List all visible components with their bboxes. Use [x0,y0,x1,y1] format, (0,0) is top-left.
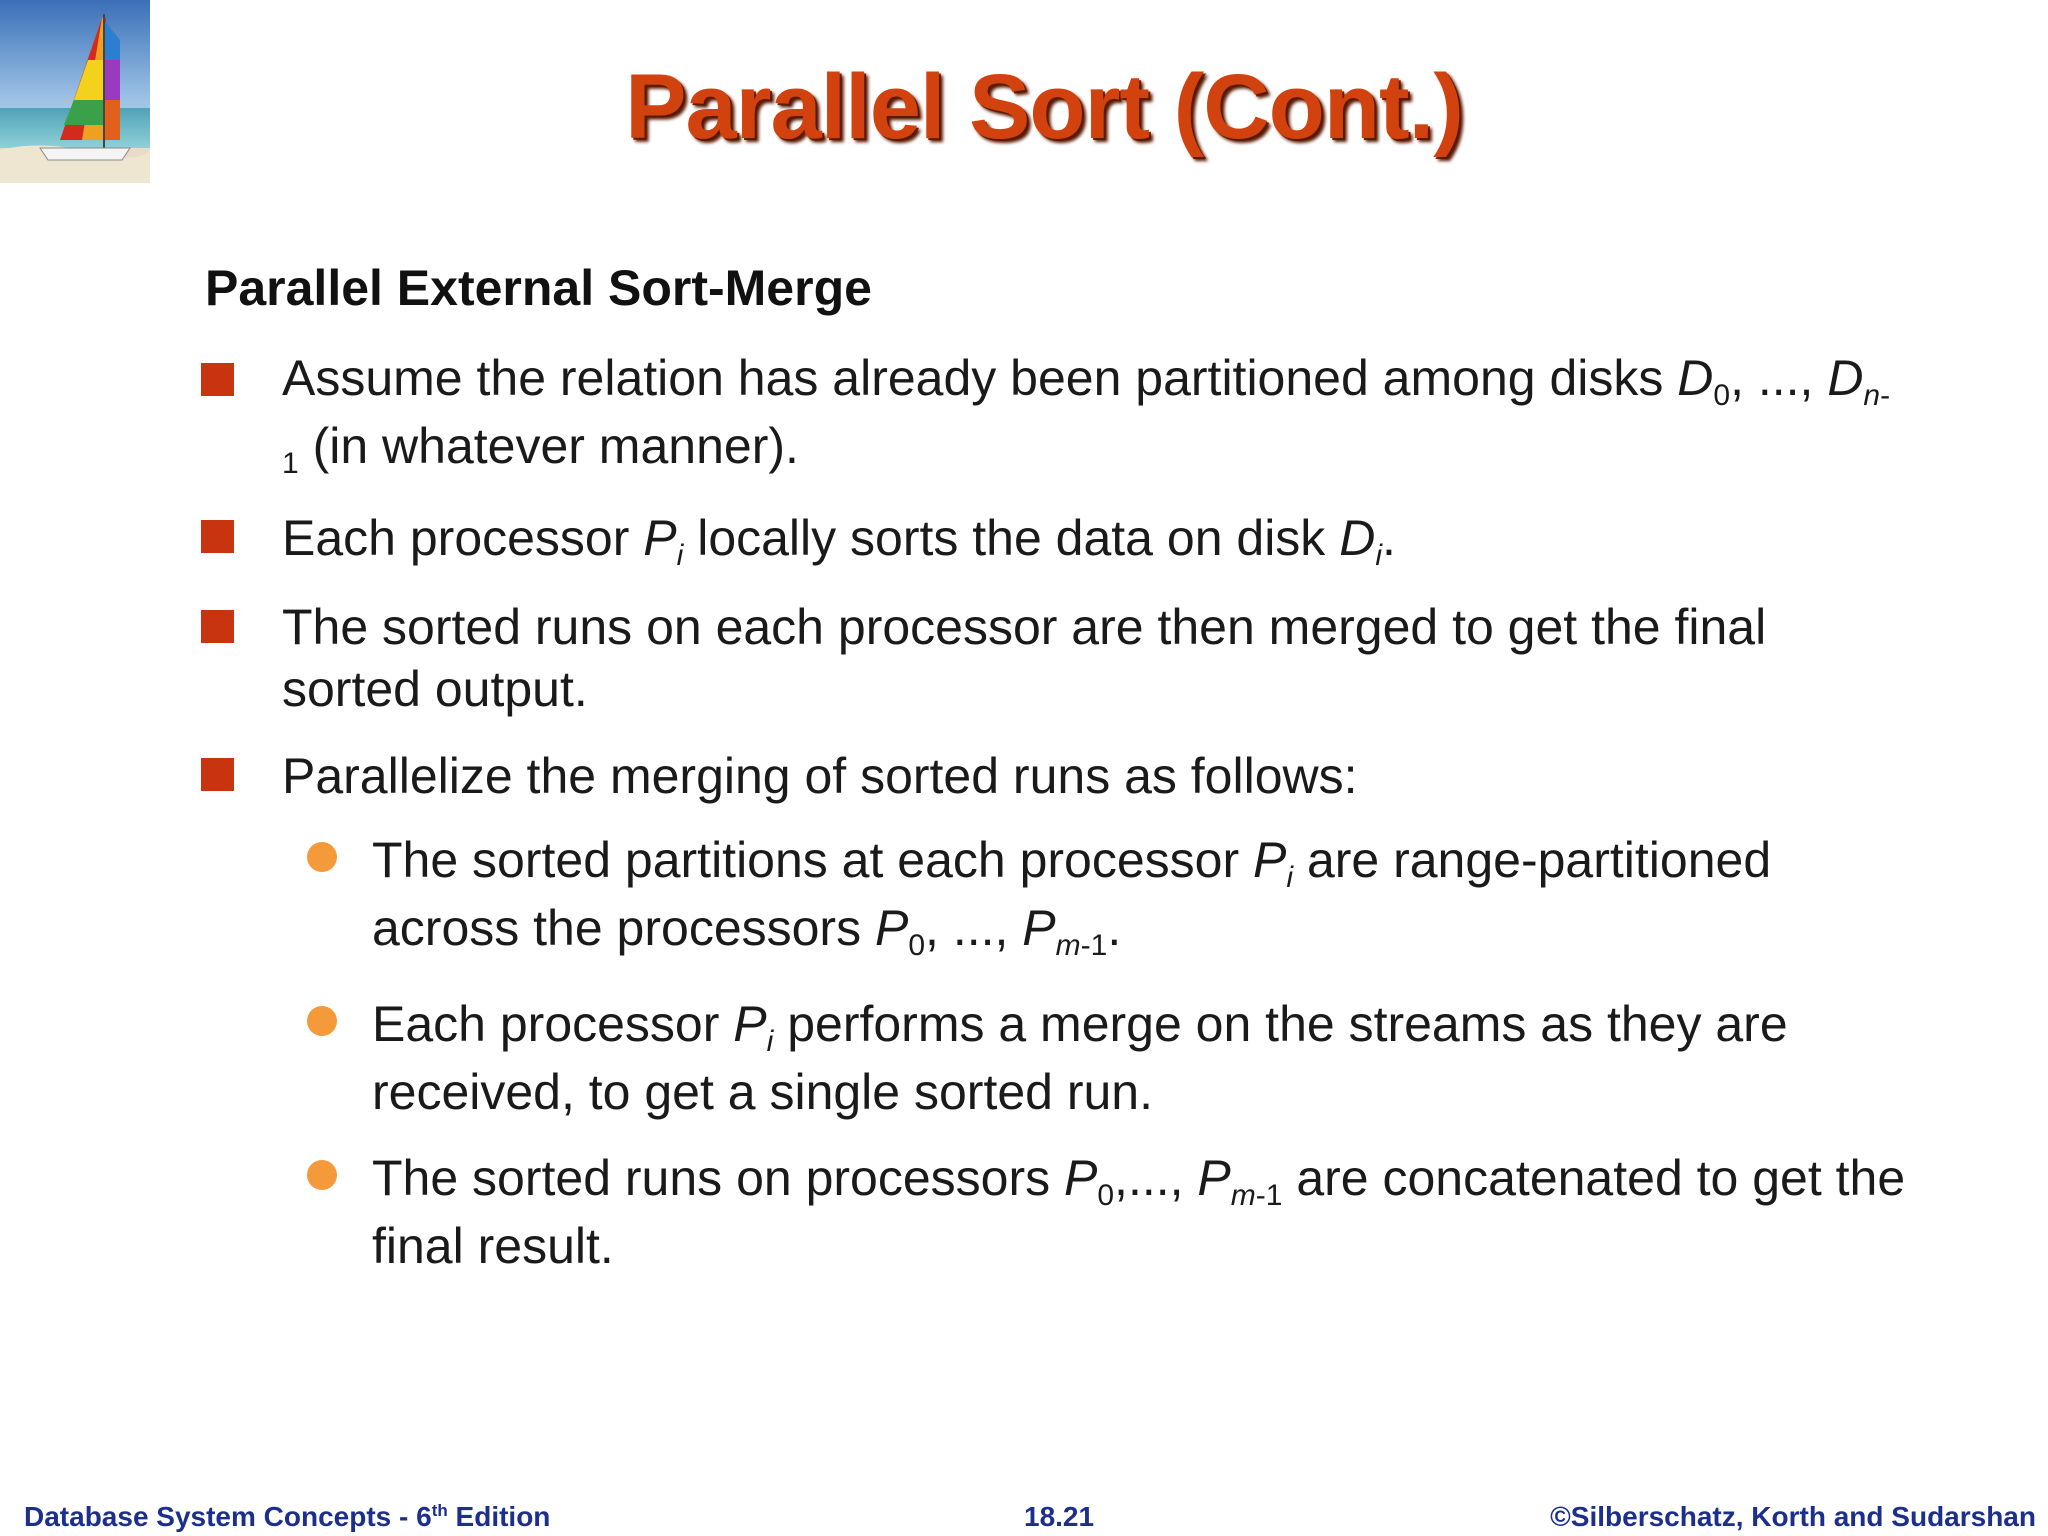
round-bullet-icon [307,1160,337,1190]
sub-bullet-item [372,990,1912,1126]
subscript: 0 [1097,1179,1115,1212]
footer-slide-number: 18.21 [1024,1501,1095,1532]
text-segment: , ..., [1730,350,1828,406]
square-bullet-icon [201,520,234,553]
square-bullet-icon [201,610,234,643]
square-bullet-icon [201,758,234,791]
text-segment: (in whatever manner). [298,418,799,474]
text-segment: Parallelize the merging of sorted runs as follows: [282,748,1358,804]
footer-book-title [24,1500,550,1534]
footer-edition-superscript: th [431,1501,448,1520]
italic-subscript: m [1055,929,1081,962]
text-segment: performs a merge on the streams as they are received, to get a single sorted run. [372,996,1788,1120]
text-segment: are range-partitioned across the processors [372,832,1772,956]
bullet-item [282,596,1902,720]
italic-subscript: m [1230,1179,1256,1212]
text-segment: . [1107,900,1122,956]
italic-variable: P [733,996,767,1052]
bullet-item [282,344,1902,480]
footer-book-title-suffix: Edition [447,1501,551,1532]
italic-variable: P [1064,1150,1098,1206]
italic-subscript: i [1286,861,1294,894]
subscript: -1 [282,379,1891,480]
text-segment: are concatenated to get the final result. [372,1150,1906,1274]
italic-subscript: i [676,539,684,572]
italic-variable: D [1339,510,1376,566]
text-segment: ,..., [1114,1150,1198,1206]
bullet-item [282,504,1902,572]
text-segment: , ..., [925,900,1023,956]
round-bullet-icon [307,1006,337,1036]
text-segment: locally sorts the data on disk [683,510,1340,566]
text-segment: . [1381,510,1396,566]
section-subheading: Parallel External Sort-Merge [205,260,872,316]
text-segment: Each processor [282,510,644,566]
italic-subscript: i [766,1025,774,1058]
subscript: 0 [1713,379,1731,412]
italic-variable: P [1022,900,1056,956]
subscript: 0 [908,929,926,962]
italic-variable: P [874,900,909,956]
footer-copyright: ©Silberschatz, Korth and Sudarshan [1550,1501,2036,1532]
round-bullet-icon [307,842,337,872]
subscript: -1 [1255,1179,1283,1212]
bullet-item [282,742,1902,810]
text-segment: Each processor [372,996,734,1052]
sub-bullet-item [372,1144,1912,1280]
italic-variable: D [1677,350,1714,406]
italic-subscript: n [1863,379,1881,412]
italic-variable: P [1197,1150,1231,1206]
slide-title: Parallel Sort (Cont.) [625,56,1463,158]
italic-variable: D [1827,350,1864,406]
italic-subscript: i [1375,539,1382,572]
italic-variable: P [1253,832,1287,888]
italic-variable: P [643,510,677,566]
footer-book-title-prefix: Database System Concepts - 6 [24,1501,432,1532]
subscript: -1 [1080,929,1108,962]
text-segment: The sorted runs on processors [372,1150,1064,1206]
text-segment: The sorted partitions at each processor [372,832,1254,888]
text-segment: The sorted runs on each processor are then merged to get the final sorted output. [282,599,1767,717]
sub-bullet-item [372,826,1912,962]
text-segment: Assume the relation has already been partitioned among disks [282,350,1678,406]
square-bullet-icon [201,363,234,396]
